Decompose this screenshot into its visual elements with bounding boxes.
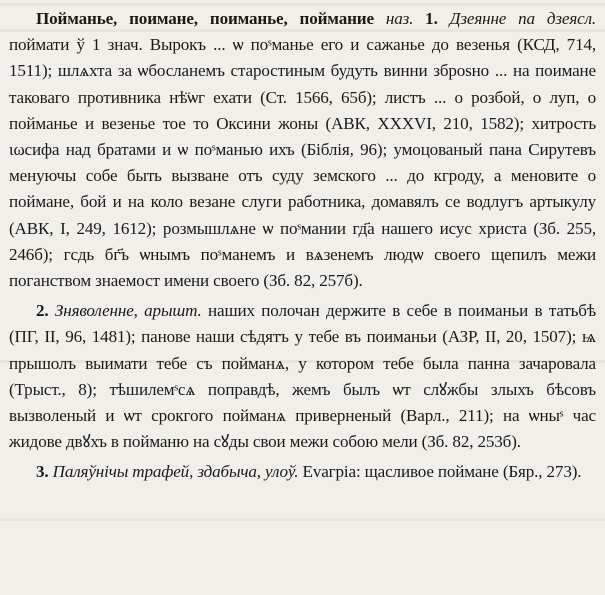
sense-number: 3. [36,462,49,482]
entry-section-1 [9,6,596,294]
sense-gloss: Паляўнічы трафей, здабыча, улоў. [52,462,299,482]
entry-section-2 [9,298,596,455]
sense-number: 2. [36,301,49,321]
entry-headword: Пойманье, поимане, поиманье, поймание [36,9,374,28]
sense-number: 1. [425,9,438,28]
entry-section-3 [9,459,596,485]
bleed-through-line [0,360,605,363]
bleed-through-line [0,518,605,521]
part-of-speech: наз. [385,9,414,28]
sense-gloss: Дзеянне па дзеясл. [449,9,596,28]
sense-body: Evагріа: щасливое поймане (Бяр., 273). [302,462,582,482]
sense-body: поймати ў 1 знач. Вырокъ ... ѡ поˢманье его и сажанье до везенья (КСД, 714, 1511); шлѧхта за ѡбосланемъ старостиным будуть винни зброѕно ... на поимане таковаго противника нѣ̈ѡг ехати (Ст. 1566, 65б); листъ ... о розбой, о луп, о пойманье и везенье тое то Оксини жоны (АВК, XXXVI, 210, 1582); хитрость ιωсифа над братами и ѡ поˢманью ихъ (Біблія, 96); умоцованый пана Сирутевъ менуючы собе быть вызване отъ суду земского ... до кгроду, а меновите о поймане, бой и на коло везане слуги работника, домавялъ се водлугъ артыкулу (АВК, І, 249, 1612); розмышлѧне ѡ поˢмании гд҃а нашего исус христа (Зб. 255, 246б); гсдь бг҃ъ ѡнымъ поˢманемъ и вѧзенемъ людѡ своего щепилъ межи поганством знаемост имени своего (Зб. 82, 257б). [9,35,596,291]
bleed-through-line [0,3,605,6]
sense-gloss: Зняволенне, арышт. [54,301,202,321]
bleed-through-line [0,29,605,32]
sense-body: наших полочан держите в себе в поиманьи в татьбѣ (ПГ, ІІ, 96, 1481); панове наши сѣдятъ у тебе въ поиманьи (АЗР, ІІ, 20, 1507); ѩ прышолъ выимати тебе съ пойманѧ, у котором тебе была панна зачаровала (Трыст., 8); тѣшилемˢсѧ поправдѣ, жемъ былъ ѡт слꙋжбы злыхъ бѣсовъ вызволеный и ѡт срокгого пойманѧ приверненый (Варл., 211); на ѡныˢ час жидове двꙋхъ в пойманю на сꙋды свои межи собою мели (Зб. 82, 253б). [9,301,596,452]
